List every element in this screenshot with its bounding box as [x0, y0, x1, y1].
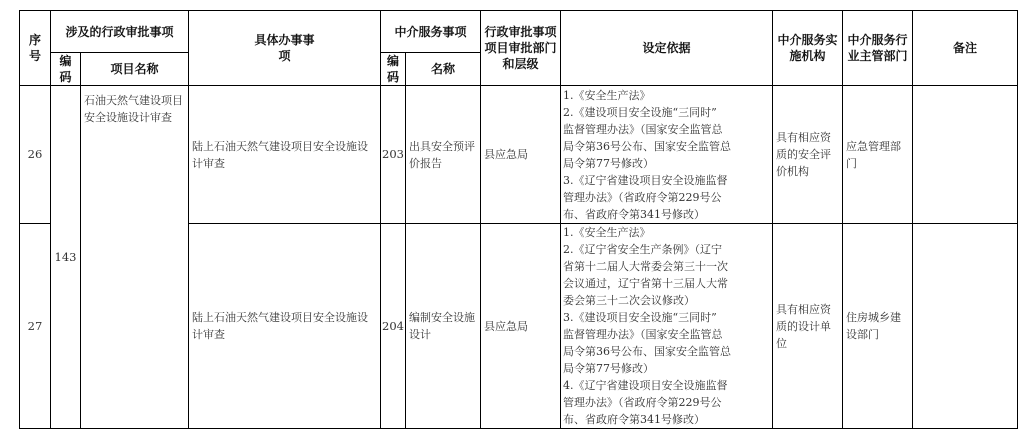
table-row: [20, 86, 1018, 224]
basis-line: 2.《建设项目安全设施“三同时”: [563, 105, 717, 119]
header-service-code: 编码: [381, 53, 406, 86]
header-admin-name: 项目名称: [81, 53, 189, 86]
header-basis: 设定依据: [561, 11, 773, 86]
basis-line: 省第十二届人大常委会第三十一次: [563, 260, 729, 273]
row-seq: 27: [20, 224, 51, 429]
header-specific: 具体办事事项: [189, 11, 381, 86]
service-agency: 具有相应资质的设计单位: [773, 224, 843, 429]
basis-line: 局令第36号公布、国家安全监管总: [563, 345, 732, 358]
basis-line: 3.《辽宁省建设项目安全设施监督: [563, 173, 728, 187]
basis-line: 3.《建设项目安全设施“三同时”: [563, 311, 717, 324]
basis-line: 监督管理办法》（国家安全监管总: [563, 122, 723, 136]
basis-line: 4.《辽宁省建设项目安全设施监督: [563, 379, 728, 392]
header-remark: 备注: [913, 11, 1018, 86]
header-admin-code: 编码: [51, 53, 81, 86]
specific-item: 陆上石油天然气建设项目安全设施设计审查: [189, 86, 381, 224]
header-dept: 行政审批事项项目审批部门和层级: [481, 11, 561, 86]
service-name: 出具安全预评价报告: [406, 86, 481, 224]
header-service-group: 中介服务事项: [381, 11, 481, 53]
remark: [913, 86, 1018, 224]
basis-line: 1.《安全生产法》: [563, 226, 651, 239]
legal-basis: [561, 224, 773, 429]
row-seq: 26: [20, 86, 51, 224]
approval-dept: 县应急局: [481, 86, 561, 224]
basis-line: 局令第77号修改）: [563, 156, 655, 170]
service-code: 204: [381, 224, 406, 429]
header-service-name: 名称: [406, 53, 481, 86]
service-agency: 具有相应资质的安全评价机构: [773, 86, 843, 224]
specific-item: 陆上石油天然气建设项目安全设施设计审查: [189, 224, 381, 429]
basis-line: 监督管理办法》（国家安全监管总: [563, 328, 723, 341]
authority-dept: 应急管理部门: [843, 86, 913, 224]
header-authority: 中介服务行业主管部门: [843, 11, 913, 86]
header-admin-group: 涉及的行政审批事项: [51, 11, 189, 53]
remark: [913, 224, 1018, 429]
basis-line: 布、省政府令第341号修改）: [563, 413, 706, 426]
approval-table: [19, 10, 1018, 429]
basis-line: 管理办法》（省政府令第229号公: [563, 190, 722, 204]
header-agency: 中介服务实施机构: [773, 11, 843, 86]
legal-basis: [561, 86, 773, 224]
header-seq: 序号: [20, 11, 51, 86]
basis-line: 局令第36号公布、国家安全监管总: [563, 139, 732, 153]
service-code: 203: [381, 86, 406, 224]
basis-line: 2.《辽宁省安全生产条例》（辽宁: [563, 243, 723, 256]
admin-code: 143: [51, 86, 81, 429]
basis-line: 布、省政府令第341号修改）: [563, 207, 706, 221]
basis-line: 1.《安全生产法》: [563, 88, 651, 102]
admin-name: 石油天然气建设项目安全设施设计审查: [81, 86, 189, 429]
service-name: 编制安全设施设计: [406, 224, 481, 429]
authority-dept: 住房城乡建设部门: [843, 224, 913, 429]
basis-line: 会议通过，辽宁省第十三届人大常: [563, 277, 729, 290]
basis-line: 局令第77号修改）: [563, 362, 655, 375]
basis-line: 管理办法》（省政府令第229号公: [563, 396, 722, 409]
basis-line: 委会第三十二次会议修改）: [563, 294, 696, 307]
approval-dept: 县应急局: [481, 224, 561, 429]
